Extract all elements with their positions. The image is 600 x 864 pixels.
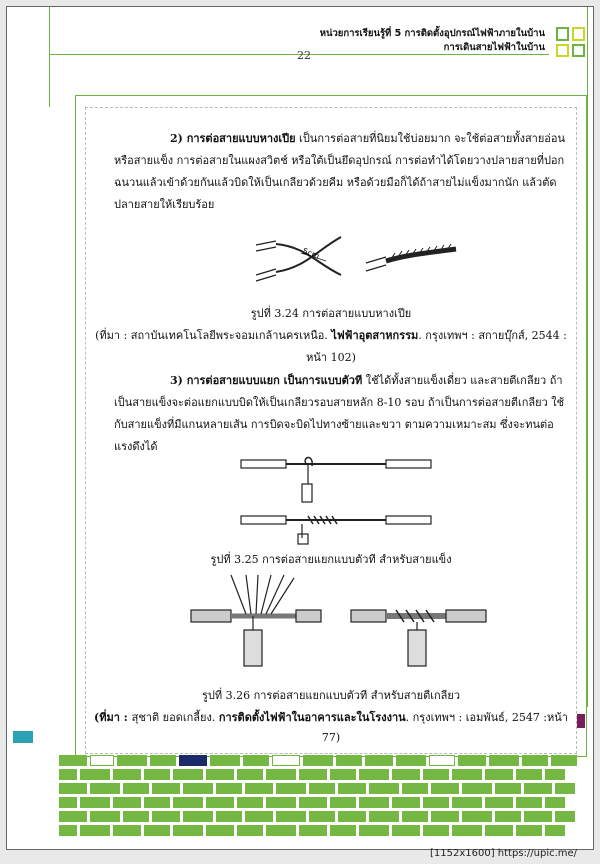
header-topic: การเดินสายไฟฟ้าในบ้าน	[443, 42, 545, 53]
section-3-paragraph	[114, 370, 566, 458]
decor-line-right	[587, 7, 588, 707]
figure-3-25-caption: รูปที่ 3.25 การต่อสายแยกแบบตัวที สำหรับสายแข็ง	[210, 553, 452, 566]
figure-3-26-source: (ที่มา : สุชาติ ยอดเกลี้ยง. การติดตั้งไฟฟ้าในอาคารและในโรงงาน. กรุงเทพฯ : เอมพันธ์, 2547 :หน้า 77)	[94, 711, 568, 744]
figure-dimension-label: 5cm	[301, 246, 321, 261]
figure-3-24-caption: รูปที่ 3.24 การต่อสายแบบหางเปีย	[250, 307, 412, 320]
tee-splice-stranded-figure	[186, 570, 496, 670]
decor-ribbon-left	[13, 731, 33, 743]
pigtail-splice-figure	[246, 223, 486, 293]
content-card	[85, 107, 577, 754]
decorative-brick-pattern	[59, 755, 594, 837]
document-page	[6, 6, 594, 850]
page-header	[320, 27, 545, 55]
section-3-heading: 3) การต่อสายแบบแยก เป็นการแบบตัวที	[170, 374, 363, 387]
decor-line	[49, 7, 50, 107]
section-2-heading: 2) การต่อสายแบบหางเปีย	[170, 132, 296, 145]
logo-icon	[556, 27, 586, 57]
section-2-text: เป็นการต่อสายที่นิยมใช้บ่อยมาก จะใช้ต่อสายทั้งสายอ่อนหรือสายแข็ง การต่อสายในแผงสวิตช์ หรือใต้เป็นยึดอุปกรณ์ การต่อทำได้โดยวางปลายสายที่ปอกฉนวนแล้วเข้าด้วยกันแล้วบิดให้เป็นเกลียวด้วยคีม หรือด้วยมือก็ได้ถ้าสายไม่แข็งมากนัก แล้วตัดปลายสายให้เรียบร้อย	[114, 132, 566, 211]
header-unit-title: หน่วยการเรียนรู้ที่ 5 การติดตั้งอุปกรณ์ไฟฟ้าภายในบ้าน	[319, 28, 545, 39]
figure-3-26-caption: รูปที่ 3.26 การต่อสายแยกแบบตัวที สำหรับสายตีเกลียว	[201, 689, 461, 702]
tee-splice-solid-figure	[236, 446, 436, 546]
section-2-paragraph	[114, 128, 566, 216]
figure-3-24-source-page: หน้า 102)	[306, 351, 356, 364]
section-3-text: ใช้ได้ทั้งสายแข็งเดี่ยว และสายตีเกลียว ถ้าเป็นสายแข็งจะต่อแยกแบบบิดให้เป็นเกลียวรอบสายหลัก 8-10 รอบ ถ้าเป็นการต่อสายตีเกลียว ใช้กับสายแข็งที่มีแกนหลายเส้น การบิดจะบิดไปทางซ้ายและขวา ตามความเหมาะสม ซึ่งจะทนต่อแรงดึงได้	[114, 374, 565, 453]
page-number: 22	[297, 49, 311, 62]
image-credit: [1152x1600] https://upic.me/	[430, 848, 578, 859]
figure-3-24-source: (ที่มา : สถาบันเทคโนโลยีพระจอมเกล้านครเหนือ. ไฟฟ้าอุตสาหกรรม. กรุงเทพฯ : สกายบุ๊กส์, 2544 :	[95, 329, 567, 342]
